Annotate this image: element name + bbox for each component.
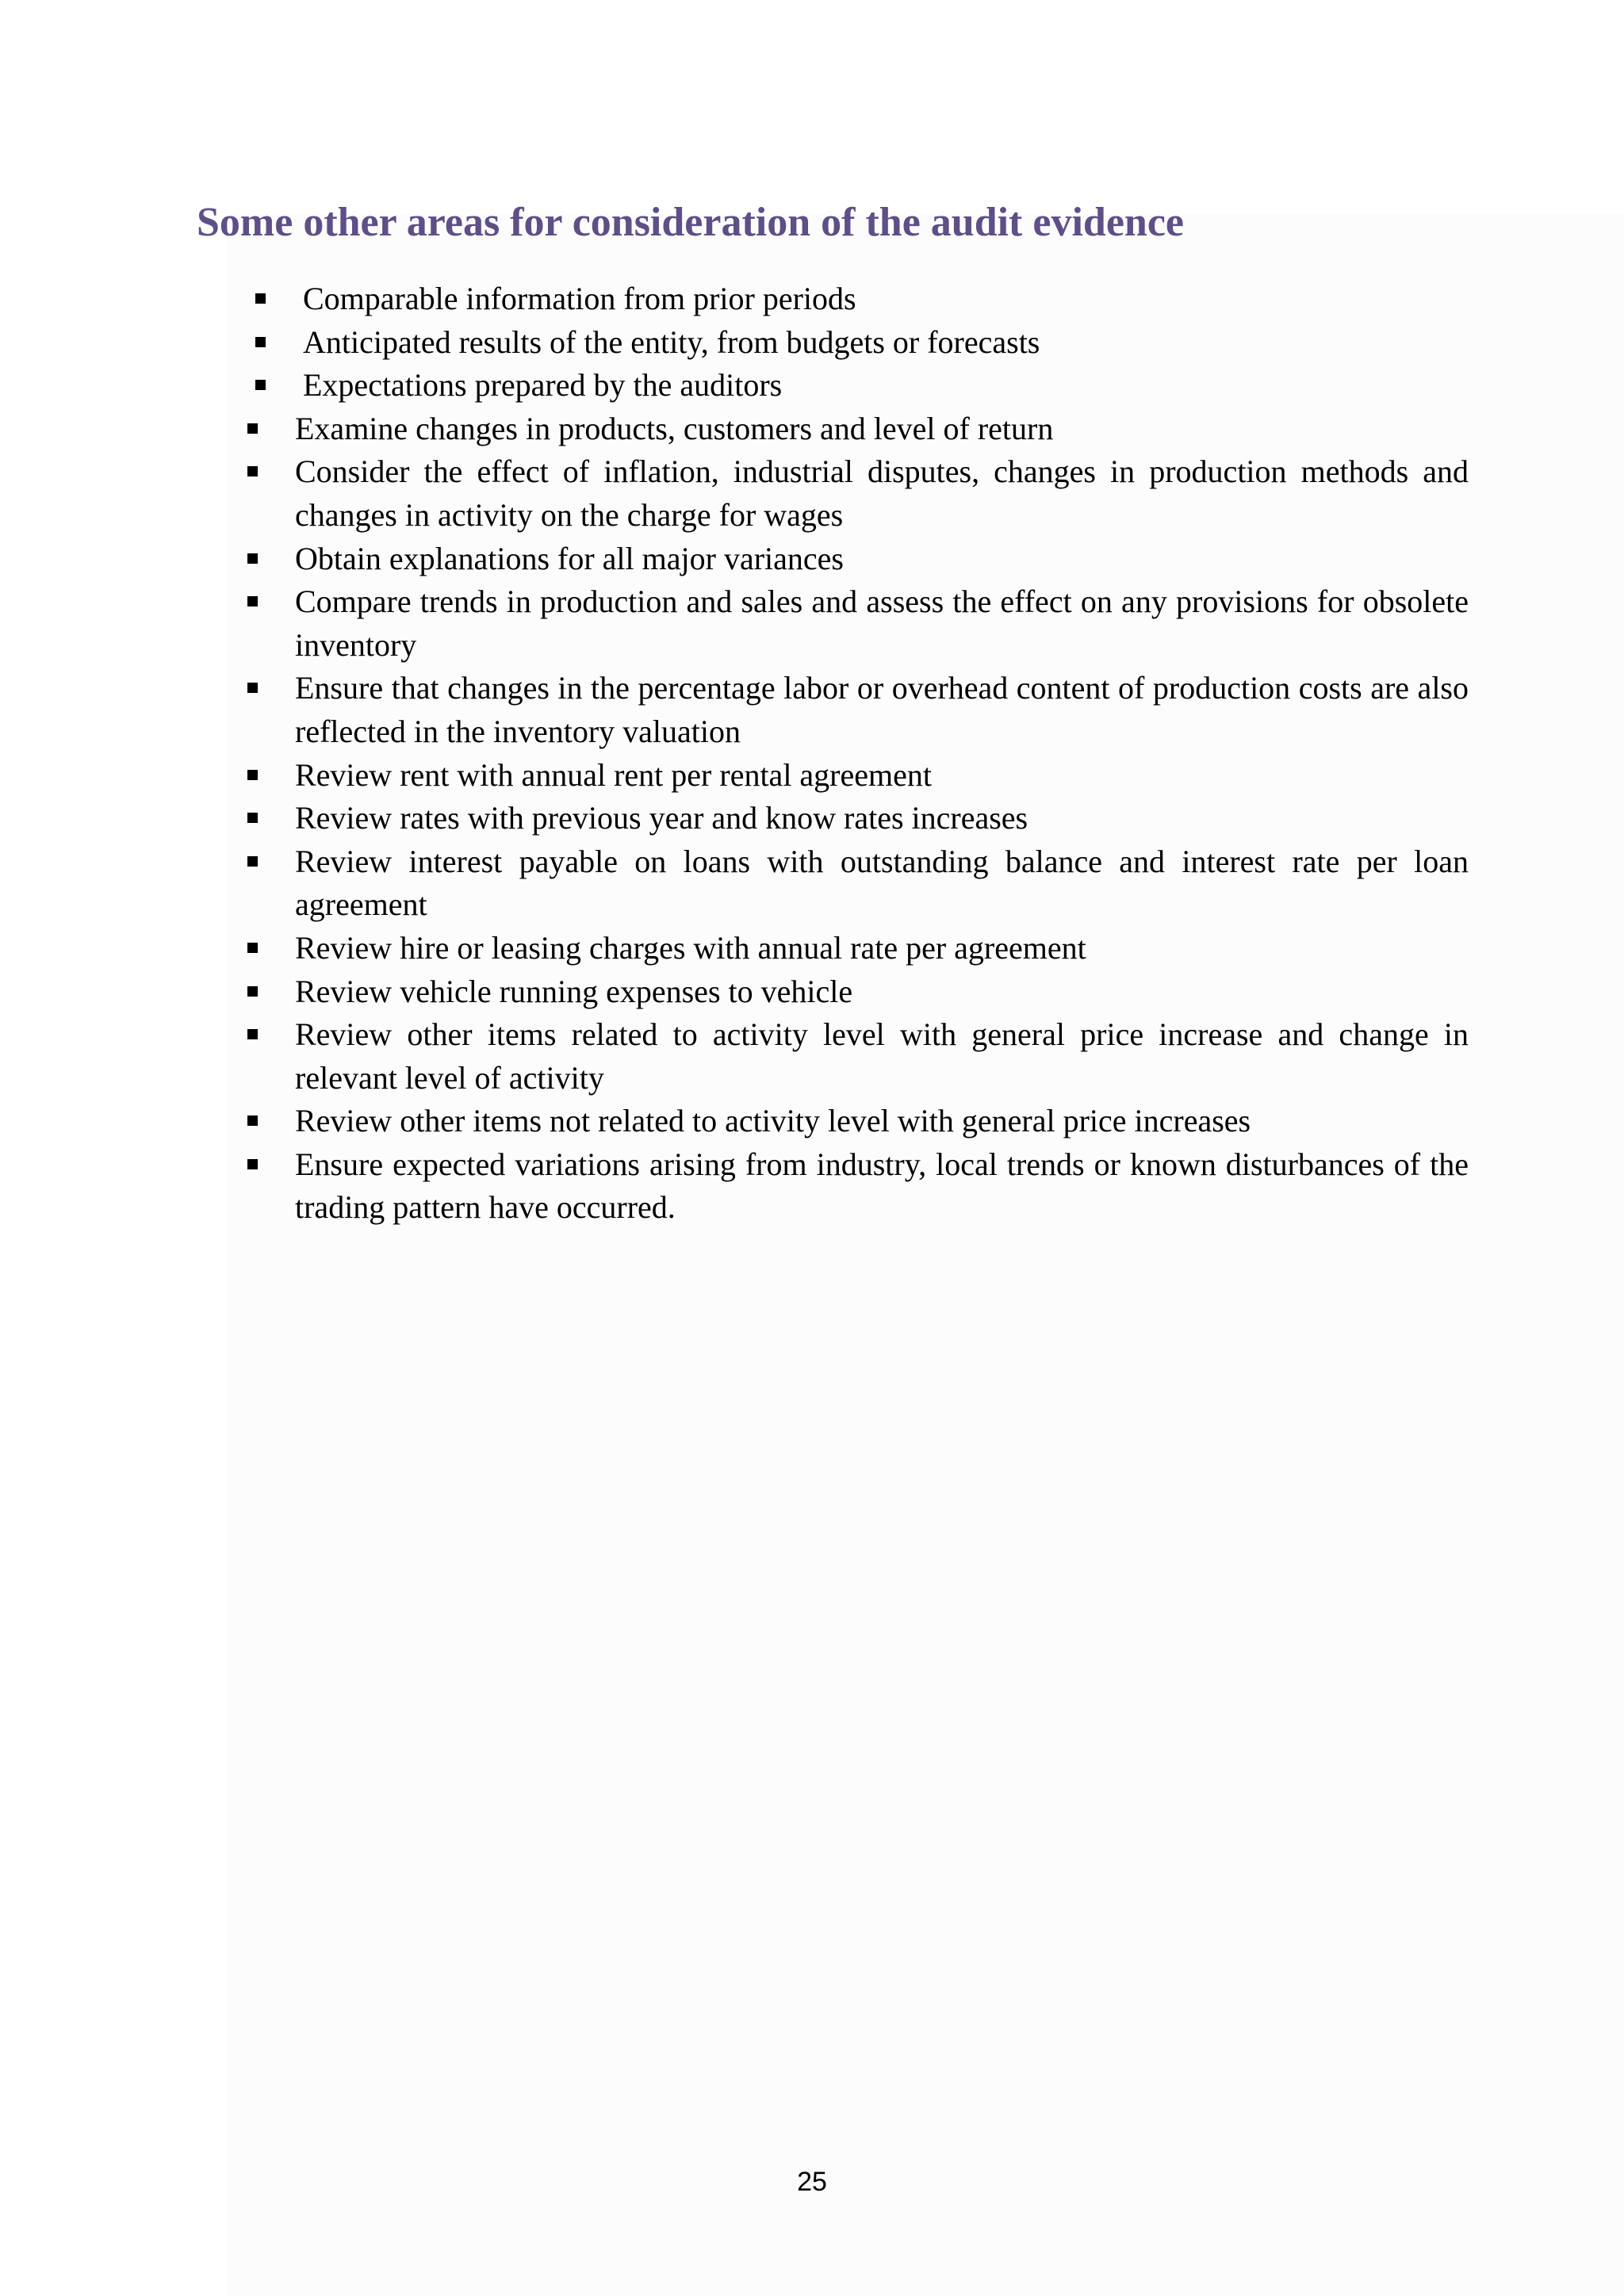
square-bullet-icon [247,1159,258,1169]
list-item-text: Review interest payable on loans with outstanding balance and interest rate per loan agreement [295,843,1469,923]
square-bullet-icon [247,596,258,607]
square-bullet-icon [247,770,258,780]
list-item [238,450,1469,537]
list-item [238,927,1469,970]
square-bullet-icon [247,1115,258,1126]
page-number: 25 [797,2167,827,2197]
square-bullet-icon [255,380,266,390]
list-item [238,1013,1469,1100]
square-bullet-icon [255,293,266,304]
list-item-text: Obtain explanations for all major variances [295,540,844,576]
list-item-text: Expectations prepared by the auditors [303,367,783,404]
square-bullet-icon [255,337,266,347]
list-item [238,538,1469,581]
list-item [238,408,1469,451]
list-item [238,1143,1469,1230]
list-item [238,1100,1469,1143]
list-item-text: Review vehicle running expenses to vehicle [295,973,853,1009]
list-item-text: Examine changes in products, customers and level of return [295,410,1054,446]
list-item-text: Ensure expected variations arising from industry, local trends or known disturbances of the trading pattern have occurred. [295,1146,1469,1226]
square-bullet-icon [247,423,258,434]
list-item [238,840,1469,927]
list-item [238,321,1469,365]
square-bullet-icon [247,856,258,867]
list-item-text: Ensure that changes in the percentage labor or overhead content of production costs are also reflected in the inventory valuation [295,670,1469,749]
square-bullet-icon [247,683,258,693]
list-item [238,754,1469,798]
list-item-text: Review rent with annual rent per rental agreement [295,756,932,793]
list-item [238,364,1469,408]
list-item-text: Consider the effect of inflation, industrial disputes, changes in production methods and changes in activity on the charge for wages [295,453,1469,533]
list-item [238,970,1469,1014]
section-heading: Some other areas for consideration of the audit evidence [197,200,1184,245]
square-bullet-icon [247,813,258,823]
list-item-text: Review other items related to activity level with general price increase and change in relevant level of activity [295,1016,1469,1096]
list-item [238,667,1469,753]
list-item-text: Review rates with previous year and know rates increases [295,800,1028,836]
square-bullet-icon [247,986,258,997]
list-item-text: Comparable information from prior periods [303,281,856,316]
list-item-text: Review other items not related to activity level with general price increases [295,1103,1251,1139]
list-item-text: Anticipated results of the entity, from budgets or forecasts [303,323,1040,360]
square-bullet-icon [247,1029,258,1039]
list-item-text: Compare trends in production and sales and assess the effect on any provisions for obsolete inventory [295,584,1469,663]
list-item [238,797,1469,840]
list-item-text: Review hire or leasing charges with annual rate per agreement [295,929,1086,966]
audit-evidence-list [238,277,1469,1230]
list-item [238,580,1469,667]
square-bullet-icon [247,466,258,476]
square-bullet-icon [247,553,258,564]
square-bullet-icon [247,943,258,953]
list-item [238,277,1469,321]
